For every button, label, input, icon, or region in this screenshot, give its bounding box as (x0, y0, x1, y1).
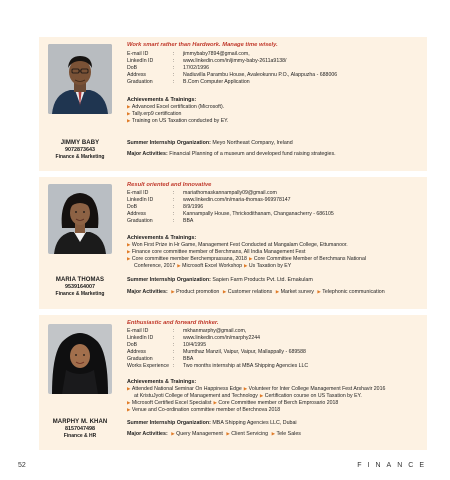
achievements-list (127, 104, 423, 125)
triangle-bullet-icon: ▶ (271, 431, 275, 436)
major-activities-line: Major Activities: Financial Planning of a museum and developed fund raising strategies. (127, 151, 336, 157)
detail-row: Address : Kannampally House, Thrickodithanam, Changanacherry - 686105 (127, 211, 334, 217)
detail-row: E-mail ID : mkhanmarphy@gmail.com, (127, 328, 247, 334)
achievement-line: ▶ Venue and Co-ordination committee member of Berchnova 2018 (127, 407, 281, 413)
detail-row: E-mail ID : jimmybaby7894@gmail.com, (127, 51, 250, 57)
achievement-line: Conference, 2017 ▶ Microsoft Excel Workshop ▶ Us Taxation by EY (134, 263, 292, 269)
section-title: FINANCE (357, 462, 430, 469)
triangle-bullet-icon: ▶ (248, 256, 253, 261)
triangle-bullet-icon: ▶ (127, 104, 131, 109)
triangle-bullet-icon: ▶ (275, 289, 280, 294)
profile-photo (48, 324, 112, 394)
detail-row: LinkedIn ID : www.linkedin.com/in/jimmy-baby-2611a9138/ (127, 58, 287, 64)
detail-row: Address : Nadiuvilla Parambu House, Avaleokunnu P.O., Alappuzha - 688006 (127, 72, 338, 78)
profile-photo (48, 44, 112, 114)
achievements-list (127, 386, 423, 414)
contact-info (127, 190, 423, 225)
triangle-bullet-icon: ▶ (171, 289, 175, 294)
triangle-bullet-icon: ▶ (177, 263, 181, 268)
profile-department: Finance & Marketing (55, 291, 105, 297)
achievement-item: ▶ Training on US Taxation conducted by EY. (127, 118, 229, 124)
achievement-line: ▶ Attended National Seminar On Happiness Edge ▶ Volunteer for Inter College Management Fest Arshavir 2016 (127, 386, 386, 392)
profile-tagline: Work smart rather than Hardwork. Manage time wisely. (127, 42, 278, 48)
detail-row: Graduation : BBA (127, 356, 194, 362)
profile-photo (48, 184, 112, 254)
achievement-line: at KristuJyoti College of Management and Technology ▶ Certification course on US Taxation by EY. (134, 393, 362, 399)
triangle-bullet-icon: ▶ (127, 249, 131, 254)
internship-line: Summer Internship Organization: Meyo Northeast Company, Ireland (127, 140, 293, 146)
major-activities-line: Major Activities: ▶ Product promotion ▶ Customer relations ▶ Market survey ▶ Telephonic communication (127, 289, 385, 295)
triangle-bullet-icon: ▶ (127, 407, 131, 412)
achievement-line: ▶ Microsoft Certified Excel Specialist ▶ Core Committee member of Berch Emprosario 2018 (127, 400, 339, 406)
triangle-bullet-icon: ▶ (127, 400, 131, 405)
contact-info (127, 51, 423, 86)
profile-card-marphy (39, 315, 427, 450)
triangle-bullet-icon: ▶ (317, 289, 321, 294)
triangle-bullet-icon: ▶ (127, 111, 131, 116)
contact-info (127, 328, 423, 370)
triangle-bullet-icon: ▶ (222, 289, 227, 294)
triangle-bullet-icon: ▶ (244, 263, 248, 268)
detail-row: DoB : 10/4/1995 (127, 342, 207, 348)
profile-details (127, 37, 423, 171)
profile-name: MARIA THOMAS (55, 277, 105, 283)
profile-tagline: Result oriented and Innovative (127, 182, 212, 188)
profile-phone: 9539164007 (65, 284, 95, 290)
person-silhouette-icon (48, 324, 112, 394)
internship-line: Summer Internship Organization: MBA Shipping Agencies LLC, Dubai (127, 420, 297, 426)
person-silhouette-icon (48, 184, 112, 254)
person-silhouette-icon (48, 44, 112, 114)
triangle-bullet-icon: ▶ (127, 242, 131, 247)
achievements-list (127, 242, 423, 270)
profile-details (127, 315, 423, 450)
triangle-bullet-icon: ▶ (243, 386, 248, 391)
triangle-bullet-icon: ▶ (171, 431, 175, 436)
triangle-bullet-icon: ▶ (226, 431, 230, 436)
profile-department: Finance & Marketing (55, 154, 105, 160)
achievement-item: ▶ Advanced Excel certification (Microsoft). (127, 104, 225, 110)
achievement-item: ▶ Tally.erp9 certification (127, 111, 182, 117)
profile-department: Finance & HR (63, 433, 97, 439)
profile-tagline: Enthusiastic and forward thinker. (127, 320, 219, 326)
achievements-title: Achievements & Trainings: (127, 379, 197, 385)
achievement-line: ▶ Core committee member Berchemprassana, 2018 ▶ Core Committee Member of Berchmans National (127, 256, 366, 262)
detail-row: Address : Mumthaz Manzil, Vaipur, Vaipur, Mallappally - 689588 (127, 349, 306, 355)
profile-card-jimmy (39, 37, 427, 171)
profile-name: JIMMY BABY (60, 140, 100, 146)
achievements-title: Achievements & Trainings: (127, 235, 197, 241)
detail-row: DoB : 8/9/1996 (127, 204, 204, 210)
detail-row: Graduation : BBA (127, 218, 194, 224)
internship-line: Summer Internship Organization: Sapien Farm Products Pvt. Ltd. Ernakulam (127, 277, 313, 283)
detail-row: LinkedIn ID : www.linkedin.com/in/marphy2244 (127, 335, 260, 341)
detail-row: LinkedIn ID : www.linkedin.com/in/maria-thomas-969978147 (127, 197, 291, 203)
detail-row: Graduation : B.Com Computer Application (127, 79, 250, 85)
detail-row: Works Experience : Two months internship at MBA Shipping Agencies LLC (127, 363, 309, 369)
detail-row: E-mail ID : mariathomaskannampally09@gmail.com (127, 190, 277, 196)
triangle-bullet-icon: ▶ (213, 400, 217, 405)
profile-phone: 9072873643 (65, 147, 95, 153)
profile-details (127, 177, 423, 309)
profile-name: MARPHY M. KHAN (52, 419, 108, 425)
triangle-bullet-icon: ▶ (127, 256, 131, 261)
achievements-title: Achievements & Trainings: (127, 97, 197, 103)
triangle-bullet-icon: ▶ (127, 118, 131, 123)
detail-row: DoB : 17/02/1996 (127, 65, 209, 71)
achievement-line: ▶ Finance core committee member of Berchmans, All India Management Fest (127, 249, 306, 255)
profile-phone: 8157047498 (65, 426, 95, 432)
achievement-line: ▶ Won First Prize in Hr Game, Management Fest Conducted at Mangalam College, Ettumanoor. (127, 242, 348, 248)
profile-card-maria (39, 177, 427, 309)
triangle-bullet-icon: ▶ (259, 393, 264, 398)
page-number: 52 (18, 462, 26, 469)
triangle-bullet-icon: ▶ (127, 386, 131, 391)
major-activities-line: Major Activities: ▶ Query Management ▶ Client Servicing ▶ Tele Sales (127, 431, 301, 437)
